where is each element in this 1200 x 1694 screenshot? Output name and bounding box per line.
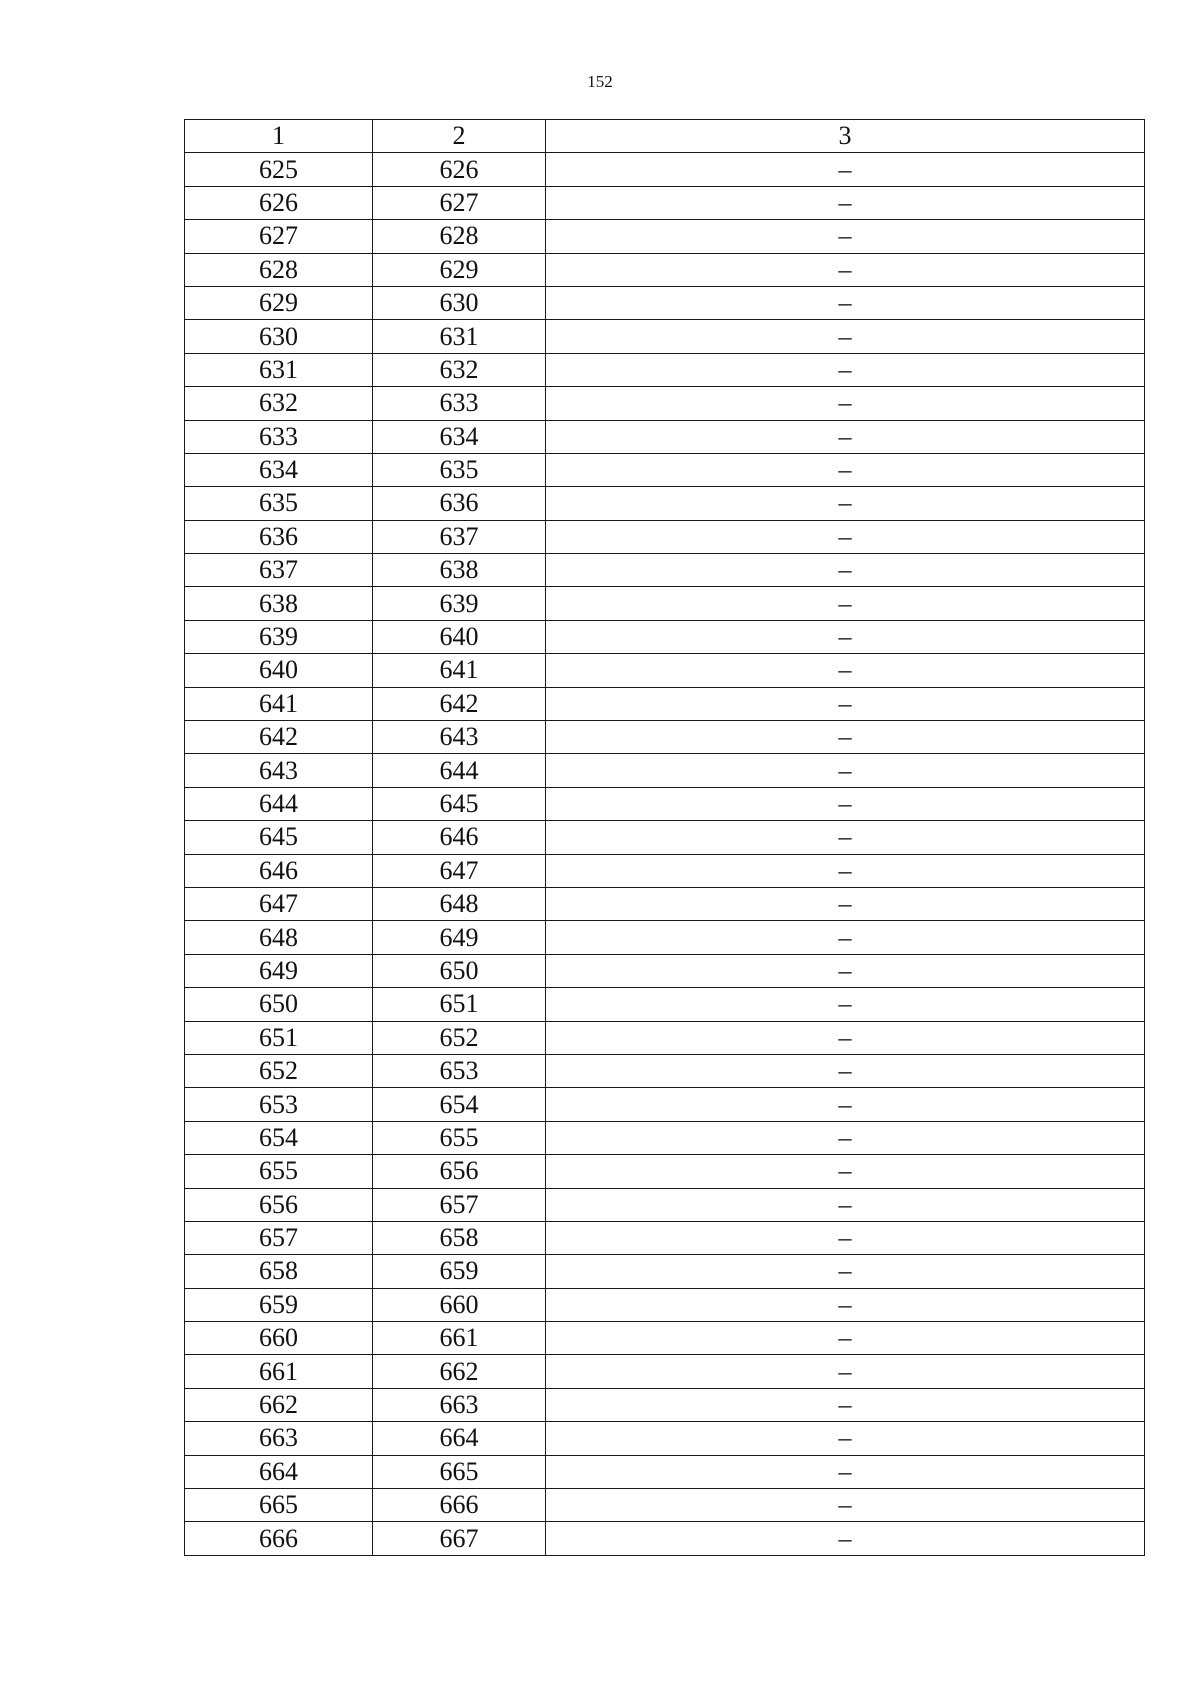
- table-cell-col3: –: [546, 1021, 1145, 1054]
- table-cell-col3: –: [546, 620, 1145, 653]
- table-row: [185, 353, 1145, 386]
- table-cell-col2: 654: [373, 1088, 546, 1121]
- table-cell-col3: –: [546, 1489, 1145, 1522]
- table-cell-col3: –: [546, 988, 1145, 1021]
- table-cell-col2: 656: [373, 1155, 546, 1188]
- table-row: [185, 286, 1145, 319]
- table-cell-col3: –: [546, 754, 1145, 787]
- table-cell-col2: 634: [373, 420, 546, 453]
- table-cell-col1: 628: [185, 253, 373, 286]
- table-cell-col1: 637: [185, 554, 373, 587]
- table-row: [185, 754, 1145, 787]
- table-row: [185, 1255, 1145, 1288]
- table-row: [185, 220, 1145, 253]
- table-row: [185, 954, 1145, 987]
- table-cell-col2: 651: [373, 988, 546, 1021]
- table-cell-col3: –: [546, 1155, 1145, 1188]
- table-row: [185, 654, 1145, 687]
- table-row: [185, 487, 1145, 520]
- table-cell-col3: –: [546, 220, 1145, 253]
- table-row: [185, 186, 1145, 219]
- table-cell-col2: 646: [373, 821, 546, 854]
- table-cell-col3: –: [546, 1388, 1145, 1421]
- table-cell-col2: 664: [373, 1422, 546, 1455]
- table-cell-col2: 665: [373, 1455, 546, 1488]
- table-cell-col2: 642: [373, 687, 546, 720]
- table-cell-col3: –: [546, 1121, 1145, 1154]
- table-cell-col3: –: [546, 1322, 1145, 1355]
- table-cell-col1: 661: [185, 1355, 373, 1388]
- table-cell-col2: 643: [373, 721, 546, 754]
- table-cell-col2: 650: [373, 954, 546, 987]
- table-cell-col2: 637: [373, 520, 546, 553]
- column-header-3: 3: [546, 120, 1145, 153]
- table-row: [185, 1221, 1145, 1254]
- table-row: [185, 520, 1145, 553]
- table-cell-col1: 660: [185, 1322, 373, 1355]
- table-cell-col3: –: [546, 821, 1145, 854]
- table-row: [185, 1489, 1145, 1522]
- table-cell-col1: 654: [185, 1121, 373, 1154]
- table-cell-col3: –: [546, 1422, 1145, 1455]
- table-cell-col3: –: [546, 520, 1145, 553]
- table-row: [185, 1121, 1145, 1154]
- table-cell-col1: 663: [185, 1422, 373, 1455]
- table-cell-col3: –: [546, 1255, 1145, 1288]
- table-cell-col1: 640: [185, 654, 373, 687]
- table-cell-col2: 640: [373, 620, 546, 653]
- table-cell-col2: 653: [373, 1054, 546, 1087]
- table-cell-col1: 634: [185, 453, 373, 486]
- table-cell-col2: 632: [373, 353, 546, 386]
- table-cell-col3: –: [546, 1054, 1145, 1087]
- table-cell-col1: 644: [185, 787, 373, 820]
- table-cell-col1: 665: [185, 1489, 373, 1522]
- table-cell-col1: 646: [185, 854, 373, 887]
- table-cell-col1: 638: [185, 587, 373, 620]
- table-cell-col3: –: [546, 320, 1145, 353]
- table-cell-col3: –: [546, 787, 1145, 820]
- table-cell-col2: 626: [373, 153, 546, 186]
- column-header-2: 2: [373, 120, 546, 153]
- table-row: [185, 253, 1145, 286]
- table-cell-col2: 630: [373, 286, 546, 319]
- table-cell-col1: 657: [185, 1221, 373, 1254]
- table-cell-col1: 645: [185, 821, 373, 854]
- table-cell-col1: 636: [185, 520, 373, 553]
- table-cell-col2: 636: [373, 487, 546, 520]
- table-cell-col2: 648: [373, 887, 546, 920]
- table-row: [185, 320, 1145, 353]
- table-cell-col2: 639: [373, 587, 546, 620]
- table-row: [185, 1455, 1145, 1488]
- table-cell-col2: 667: [373, 1522, 546, 1555]
- table-cell-col1: 633: [185, 420, 373, 453]
- table-cell-col3: –: [546, 1522, 1145, 1555]
- table-cell-col3: –: [546, 954, 1145, 987]
- table-cell-col3: –: [546, 587, 1145, 620]
- table-row: [185, 153, 1145, 186]
- data-table: [184, 119, 1145, 1556]
- table-cell-col2: 657: [373, 1188, 546, 1221]
- table-row: [185, 1021, 1145, 1054]
- table-row: [185, 554, 1145, 587]
- table-cell-col1: 650: [185, 988, 373, 1021]
- table-row: [185, 1522, 1145, 1555]
- table-cell-col2: 645: [373, 787, 546, 820]
- table-cell-col3: –: [546, 186, 1145, 219]
- table-cell-col1: 653: [185, 1088, 373, 1121]
- table-cell-col1: 635: [185, 487, 373, 520]
- table-row: [185, 854, 1145, 887]
- table-cell-col1: 652: [185, 1054, 373, 1087]
- table-cell-col3: –: [546, 1188, 1145, 1221]
- table-cell-col2: 652: [373, 1021, 546, 1054]
- column-header-1: 1: [185, 120, 373, 153]
- table-header: [185, 120, 1145, 153]
- table-cell-col1: 659: [185, 1288, 373, 1321]
- table-cell-col1: 631: [185, 353, 373, 386]
- table-cell-col2: 641: [373, 654, 546, 687]
- table-cell-col2: 666: [373, 1489, 546, 1522]
- table-cell-col1: 632: [185, 387, 373, 420]
- table-cell-col3: –: [546, 921, 1145, 954]
- table-row: [185, 988, 1145, 1021]
- table-cell-col2: 649: [373, 921, 546, 954]
- table-cell-col2: 635: [373, 453, 546, 486]
- table-cell-col3: –: [546, 654, 1145, 687]
- table-cell-col3: –: [546, 1355, 1145, 1388]
- table-row: [185, 620, 1145, 653]
- table-cell-col3: –: [546, 420, 1145, 453]
- table-cell-col3: –: [546, 253, 1145, 286]
- header-row: [185, 120, 1145, 153]
- table-cell-col1: 666: [185, 1522, 373, 1555]
- table-row: [185, 821, 1145, 854]
- table-cell-col2: 644: [373, 754, 546, 787]
- table-cell-col3: –: [546, 1221, 1145, 1254]
- table-cell-col1: 642: [185, 721, 373, 754]
- table-cell-col2: 627: [373, 186, 546, 219]
- table-row: [185, 1088, 1145, 1121]
- table-row: [185, 1388, 1145, 1421]
- table-row: [185, 1188, 1145, 1221]
- table-cell-col1: 656: [185, 1188, 373, 1221]
- table-row: [185, 1288, 1145, 1321]
- table-cell-col1: 629: [185, 286, 373, 319]
- table-row: [185, 787, 1145, 820]
- table-cell-col3: –: [546, 1455, 1145, 1488]
- table-cell-col3: –: [546, 687, 1145, 720]
- table-cell-col2: 647: [373, 854, 546, 887]
- table-row: [185, 387, 1145, 420]
- table-cell-col3: –: [546, 1288, 1145, 1321]
- table-cell-col1: 664: [185, 1455, 373, 1488]
- table-cell-col2: 659: [373, 1255, 546, 1288]
- table-cell-col1: 639: [185, 620, 373, 653]
- table-row: [185, 453, 1145, 486]
- table-cell-col2: 631: [373, 320, 546, 353]
- table-cell-col1: 625: [185, 153, 373, 186]
- table-cell-col1: 647: [185, 887, 373, 920]
- table-cell-col3: –: [546, 387, 1145, 420]
- page-number: 152: [587, 72, 613, 91]
- table-cell-col3: –: [546, 453, 1145, 486]
- table-cell-col1: 658: [185, 1255, 373, 1288]
- table-cell-col3: –: [546, 1088, 1145, 1121]
- table-cell-col2: 655: [373, 1121, 546, 1154]
- table-cell-col2: 660: [373, 1288, 546, 1321]
- table-cell-col3: –: [546, 286, 1145, 319]
- table-row: [185, 1322, 1145, 1355]
- table-row: [185, 1054, 1145, 1087]
- table-cell-col2: 633: [373, 387, 546, 420]
- table-cell-col1: 630: [185, 320, 373, 353]
- table-cell-col1: 626: [185, 186, 373, 219]
- table-cell-col1: 655: [185, 1155, 373, 1188]
- table-cell-col3: –: [546, 721, 1145, 754]
- table-cell-col1: 643: [185, 754, 373, 787]
- table-cell-col2: 638: [373, 554, 546, 587]
- table-row: [185, 887, 1145, 920]
- table-row: [185, 721, 1145, 754]
- table-cell-col1: 627: [185, 220, 373, 253]
- table-cell-col2: 658: [373, 1221, 546, 1254]
- table-cell-col3: –: [546, 487, 1145, 520]
- table-cell-col2: 662: [373, 1355, 546, 1388]
- table-cell-col1: 641: [185, 687, 373, 720]
- table-row: [185, 420, 1145, 453]
- table-cell-col1: 649: [185, 954, 373, 987]
- table-row: [185, 1422, 1145, 1455]
- table-row: [185, 921, 1145, 954]
- table-row: [185, 687, 1145, 720]
- table-cell-col2: 629: [373, 253, 546, 286]
- table-row: [185, 1155, 1145, 1188]
- table-cell-col3: –: [546, 153, 1145, 186]
- table-cell-col1: 651: [185, 1021, 373, 1054]
- table-cell-col3: –: [546, 353, 1145, 386]
- table-cell-col3: –: [546, 854, 1145, 887]
- table-row: [185, 1355, 1145, 1388]
- table-cell-col3: –: [546, 554, 1145, 587]
- table-cell-col2: 628: [373, 220, 546, 253]
- table-cell-col1: 648: [185, 921, 373, 954]
- table-cell-col2: 661: [373, 1322, 546, 1355]
- table-cell-col1: 662: [185, 1388, 373, 1421]
- table-cell-col2: 663: [373, 1388, 546, 1421]
- table-row: [185, 587, 1145, 620]
- table-body: [185, 153, 1145, 1555]
- table-cell-col3: –: [546, 887, 1145, 920]
